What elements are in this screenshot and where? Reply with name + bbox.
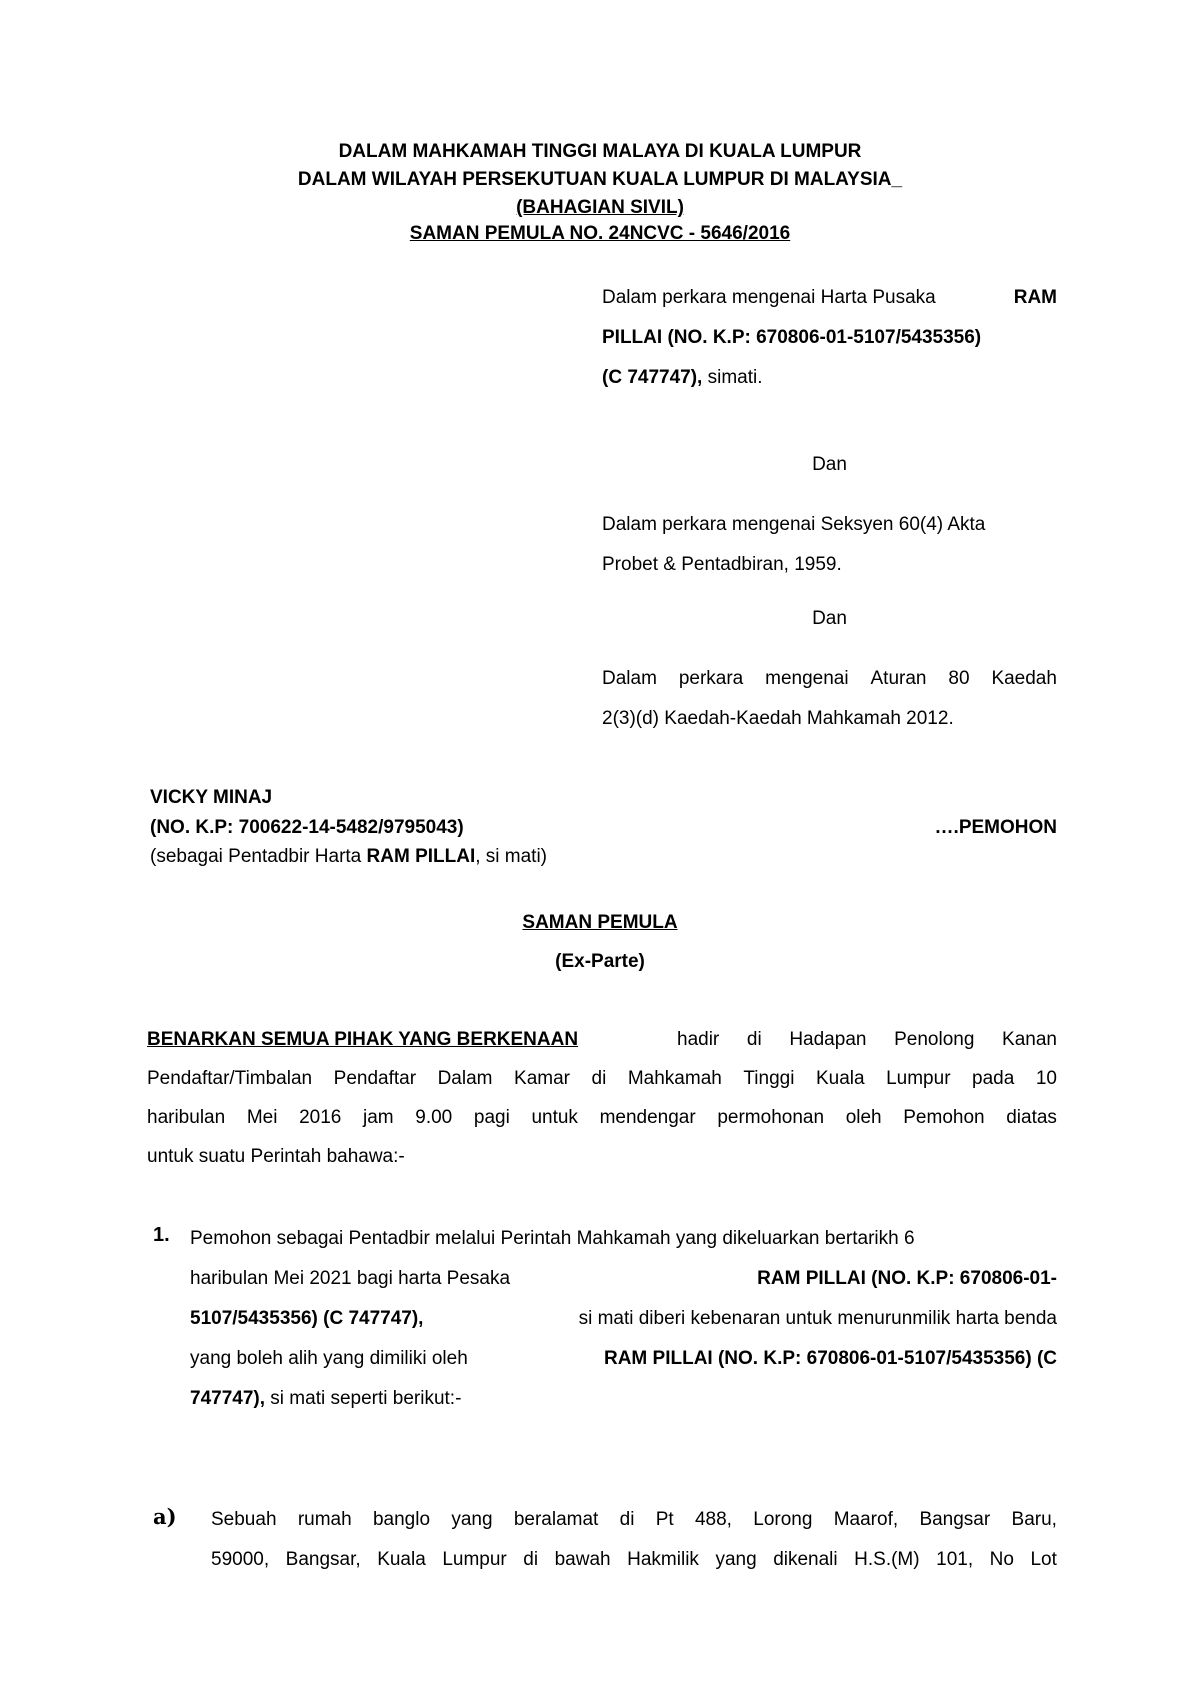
matter-estate-text: Dalam perkara mengenai Harta Pusaka	[602, 287, 936, 308]
document-title: SAMAN PEMULA	[522, 912, 678, 933]
applicant-capacity: (sebagai Pentadbir Harta RAM PILLAI, si mati)	[150, 846, 548, 867]
document-subtitle: (Ex-Parte)	[555, 951, 645, 972]
intro-lead: BENARKAN SEMUA PIHAK YANG BERKENAAN	[147, 1029, 579, 1050]
court-name: DALAM MAHKAMAH TINGGI MALAYA DI KUALA LUMPUR	[338, 141, 862, 162]
deceased-name-part1: RAM	[1013, 287, 1057, 308]
applicant-name: VICKY MINAJ	[150, 787, 273, 808]
item-a-marker: a)	[153, 1504, 177, 1529]
conjunction-dan-1: Dan	[812, 454, 847, 475]
capacity-deceased-name: RAM PILLAI	[366, 846, 476, 867]
matter-probate-line1: Dalam perkara mengenai Seksyen 60(4) Akta	[602, 514, 986, 535]
intro-paragraph: BENARKAN SEMUA PIHAK YANG BERKENAAN hadir di Hadapan Penolong Kanan Pendaftar/Timbalan Pendaftar Dalam Kamar di Mahkamah Tinggi Kuala Lumpur pada 10 haribulan Mei 2016 jam 9.00 pagi untuk mendengar permohonan oleh Pemohon diatas untuk suatu Perintah bahawa:-	[147, 1020, 1057, 1176]
conjunction-dan-2: Dan	[812, 608, 847, 629]
deceased-status: simati.	[702, 367, 763, 388]
applicant-role: ….PEMOHON	[934, 817, 1057, 838]
matter-probate-act	[602, 505, 1057, 585]
applicant-ic: (NO. K.P: 700622-14-5482/9795043)	[150, 817, 464, 838]
court-territory: DALAM WILAYAH PERSEKUTUAN KUALA LUMPUR DI MALAYSIA_	[297, 169, 903, 190]
deceased-name-ic: PILLAI (NO. K.P: 670806-01-5107/5435356)	[602, 327, 982, 348]
item-a: Sebuah rumah banglo yang beralamat di Pt 488, Lorong Maarof, Bangsar Baru, 59000, Bangsar, Kuala Lumpur di bawah Hakmilik yang dikenali H.S.(M) 101, No Lot	[211, 1509, 1057, 1570]
deceased-ref: (C 747747),	[602, 367, 703, 388]
court-division	[0, 196, 1200, 220]
case-number-text: SAMAN PEMULA NO. 24NCVC - 5646/2016	[409, 223, 791, 244]
matter-rules-line1: Dalam perkara mengenai Aturan 80 Kaedah	[602, 668, 1057, 689]
court-division-text: (BAHAGIAN SIVIL)	[516, 197, 684, 218]
item-1: Pemohon sebagai Pentadbir melalui Perintah Mahkamah yang dikeluarkan bertarikh 6 haribulan Mei 2021 bagi harta Pesaka RAM PILLAI (NO. K.P: 670806-01- 5107/5435356) (C 747747), si mati diberi kebenaran untuk menurunmilik harta benda yang boleh alih yang dimiliki oleh RAM PILLAI (NO. K.P: 670806-01-5107/5435356) (C 747747), si mati seperti berikut:-	[190, 1228, 1057, 1409]
matter-rules-line2: 2(3)(d) Kaedah-Kaedah Mahkamah 2012.	[602, 708, 954, 729]
matter-estate	[602, 278, 1057, 398]
item-1-number: 1.	[153, 1224, 170, 1246]
matter-probate-line2: Probet & Pentadbiran, 1959.	[602, 554, 842, 575]
matter-court-rules	[602, 659, 1057, 739]
case-number	[0, 222, 1200, 246]
